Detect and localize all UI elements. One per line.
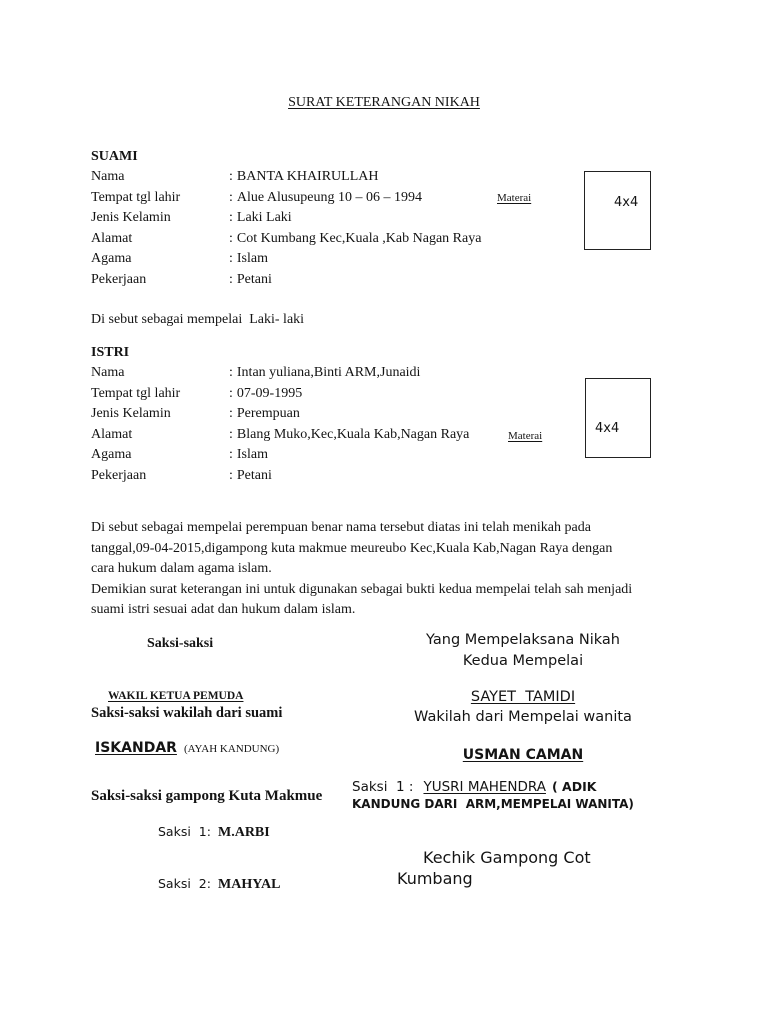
- field-label: Agama: [91, 447, 132, 462]
- suami-photo-size-label: 4x4: [614, 195, 639, 210]
- wali-name-container: [373, 687, 673, 707]
- istri-photo-size-label: 4x4: [595, 421, 620, 436]
- iskandar-line: [95, 738, 279, 759]
- field-value: Petani: [236, 467, 272, 483]
- field-value: BANTA KHAIRULLAH: [236, 169, 379, 184]
- suami-statement: Di sebut sebagai mempelai Laki- laki: [91, 312, 305, 327]
- paragraph-line: Demikian surat keterangan ini untuk digunakan sebagai bukti kedua mempelai telah sah menjadi: [91, 581, 633, 597]
- field-label: Tempat tgl lahir: [91, 385, 181, 401]
- kechik-title-line1: Kechik Gampong Cot: [423, 848, 591, 867]
- witness-label: Saksi 2:: [158, 876, 211, 891]
- field-value: Intan yuliana,Binti ARM,Junaidi: [236, 365, 421, 380]
- field-separator: :: [229, 251, 233, 266]
- iskandar-note: (AYAH KANDUNG): [183, 743, 280, 755]
- field-value: Alue Alusupeung 10 – 06 – 1994: [236, 189, 422, 205]
- paragraph-line: Di sebut sebagai mempelai perempuan benar nama tersebut diatas ini telah menikah pada: [91, 520, 591, 535]
- field-separator: :: [229, 385, 233, 401]
- saksi-gampong-label: Saksi-saksi gampong Kuta Makmue: [91, 788, 323, 804]
- field-separator: :: [229, 365, 233, 380]
- field-value: Islam: [236, 251, 268, 266]
- field-label: Jenis Kelamin: [91, 406, 171, 421]
- field-separator: :: [229, 426, 233, 442]
- paragraph-line: tanggal,09-04-2015,digampong kuta makmue meureubo Kec,Kuala Kab,Nagan Raya dengan: [91, 540, 613, 556]
- field-label: Nama: [91, 365, 125, 380]
- field-label: Jenis Kelamin: [91, 210, 171, 225]
- iskandar-name: ISKANDAR: [95, 740, 177, 756]
- field-separator: :: [229, 230, 233, 246]
- left-witness-2: [158, 874, 281, 895]
- right-witness-name: YUSRI MAHENDRA: [423, 779, 546, 795]
- field-label: Agama: [91, 251, 132, 266]
- field-value: Petani: [236, 271, 272, 287]
- witness-name: M.ARBI: [218, 825, 270, 840]
- right-witness-line: [352, 778, 596, 796]
- field-separator: :: [229, 189, 233, 205]
- suami-materai-label: Materai: [497, 192, 532, 204]
- field-label: Pekerjaan: [91, 271, 147, 287]
- right-witness-note: ( ADIK: [551, 779, 597, 794]
- witness-label: Saksi 1:: [158, 824, 211, 839]
- field-value: Islam: [236, 447, 268, 462]
- wali-name: SAYET TAMIDI: [470, 689, 576, 705]
- istri-materai-label: Materai: [508, 430, 543, 442]
- suami-heading: SUAMI: [91, 149, 138, 164]
- officiant-heading-line2: Kedua Mempelai: [462, 653, 584, 669]
- official-name: USMAN CAMAN: [462, 747, 584, 763]
- field-separator: :: [229, 271, 233, 287]
- official-name-container: [373, 745, 673, 765]
- field-label: Pekerjaan: [91, 467, 147, 483]
- wali-role: Wakilah dari Mempelai wanita: [414, 709, 632, 725]
- right-witness-note-continued: KANDUNG DARI ARM,MEMPELAI WANITA): [352, 797, 634, 811]
- field-separator: :: [229, 210, 233, 225]
- field-value: 07-09-1995: [236, 385, 303, 401]
- field-value: Blang Muko,Kec,Kuala Kab,Nagan Raya: [236, 426, 470, 442]
- field-value: Perempuan: [236, 406, 300, 421]
- field-value: Laki Laki: [236, 210, 292, 225]
- page-title: SURAT KETERANGAN NIKAH: [288, 95, 480, 110]
- paragraph-line: suami istri sesuai adat dan hukum dalam islam.: [91, 602, 356, 617]
- field-label: Alamat: [91, 426, 133, 442]
- field-separator: :: [229, 169, 233, 184]
- right-witness-label: Saksi 1 :: [352, 779, 414, 795]
- kechik-title-line2: Kumbang: [397, 869, 473, 888]
- field-value: Cot Kumbang Kec,Kuala ,Kab Nagan Raya: [236, 230, 482, 246]
- left-witness-1: [158, 822, 270, 843]
- paragraph-line: cara hukum dalam agama islam.: [91, 561, 272, 576]
- saksi-heading: Saksi-saksi: [147, 636, 214, 651]
- field-separator: :: [229, 467, 233, 483]
- officiant-heading-line1: Yang Mempelaksana Nikah: [426, 632, 620, 648]
- field-separator: :: [229, 406, 233, 421]
- field-label: Nama: [91, 169, 125, 184]
- field-separator: :: [229, 447, 233, 462]
- wakil-ketua-pemuda-title: WAKIL KETUA PEMUDA: [108, 690, 244, 702]
- wakilah-suami-label: Saksi-saksi wakilah dari suami: [91, 705, 283, 721]
- field-label: Alamat: [91, 230, 133, 246]
- witness-name: MAHYAL: [218, 877, 281, 892]
- istri-heading: ISTRI: [91, 345, 130, 360]
- field-label: Tempat tgl lahir: [91, 189, 181, 205]
